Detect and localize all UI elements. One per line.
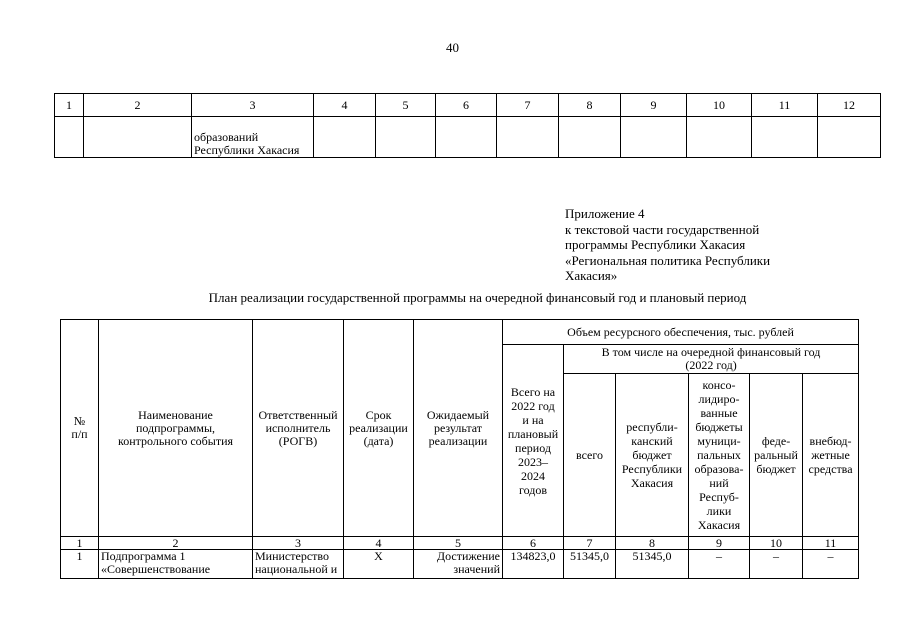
consolidated-value: – xyxy=(689,550,750,579)
header-total xyxy=(503,345,564,537)
cell-line: национальной и xyxy=(255,562,338,576)
cell-line: 2022 год xyxy=(511,398,555,413)
column-number: 10 xyxy=(687,94,752,117)
header-consolidated-budgets xyxy=(689,374,750,537)
continuation-table xyxy=(54,93,881,158)
table-cell xyxy=(84,117,192,158)
column-number: 3 xyxy=(192,94,314,117)
cell-line: плановый xyxy=(507,426,559,441)
cell-line: Срок xyxy=(365,407,392,422)
table-cell xyxy=(687,117,752,158)
cell-line: исполнитель xyxy=(265,420,331,435)
column-number: 2 xyxy=(99,537,253,550)
row-number: 1 xyxy=(61,550,99,579)
cell-line: Респуб- xyxy=(699,490,739,504)
page-number: 40 xyxy=(446,40,459,55)
cell-line: феде- xyxy=(761,434,791,448)
cell-line: и на xyxy=(522,412,544,427)
cell-line: «Совершенствование xyxy=(101,562,211,576)
column-number: 7 xyxy=(497,94,559,117)
header-federal-budget xyxy=(750,374,803,537)
cell-line: (дата) xyxy=(363,433,394,448)
table-cell xyxy=(752,117,818,158)
table-cell xyxy=(497,117,559,158)
cell-line: бюджет xyxy=(756,462,796,476)
total-value: 134823,0 xyxy=(503,550,564,579)
cell-line: реализации xyxy=(349,420,408,435)
cell-line: лики xyxy=(706,504,732,518)
table-cell xyxy=(559,117,621,158)
header-extrabudgetary xyxy=(803,374,859,537)
column-number: 9 xyxy=(689,537,750,550)
column-number: 9 xyxy=(621,94,687,117)
cell-line: реализации xyxy=(428,433,488,448)
cell-line: пальных xyxy=(697,448,741,462)
header-number xyxy=(61,320,99,537)
cell-line: муници- xyxy=(697,434,741,448)
executor xyxy=(253,550,344,579)
header-executor xyxy=(253,320,344,537)
cell-line: Хакасия xyxy=(630,476,674,490)
column-number: 4 xyxy=(314,94,376,117)
column-number: 6 xyxy=(503,537,564,550)
column-number: 11 xyxy=(803,537,859,550)
result xyxy=(414,550,503,579)
column-number: 8 xyxy=(559,94,621,117)
column-number: 11 xyxy=(752,94,818,117)
table-cell xyxy=(621,117,687,158)
table-cell xyxy=(192,117,314,158)
table-cell xyxy=(436,117,497,158)
column-number: 7 xyxy=(564,537,616,550)
cell-line: ральный xyxy=(754,448,798,462)
cell-line: результат xyxy=(433,420,483,435)
cell-line: образова- xyxy=(694,462,744,476)
cell-line: Ответственный xyxy=(258,407,338,422)
cell-line: ванные xyxy=(700,406,738,420)
header-row xyxy=(61,320,859,345)
cell-line: Наименование xyxy=(138,407,213,422)
table-cell xyxy=(55,117,84,158)
cell-line: годов xyxy=(518,482,548,497)
cell-line: Республики Хакасия xyxy=(194,143,300,157)
appendix-line: программы Республики Хакасия xyxy=(565,237,746,252)
column-number: 1 xyxy=(61,537,99,550)
all-value: 51345,0 xyxy=(564,550,616,579)
cell-line: лидиро- xyxy=(698,392,740,406)
table-row xyxy=(55,117,881,158)
cell-line: внебюд- xyxy=(809,434,852,448)
column-number: 5 xyxy=(414,537,503,550)
cell-line: № xyxy=(73,414,86,428)
cell-line: средства xyxy=(808,462,853,476)
cell-line: бюджеты xyxy=(695,420,743,434)
cell-line: Хакасия xyxy=(697,518,741,532)
subprogram-name xyxy=(99,550,253,579)
cell-line: республи- xyxy=(626,420,678,434)
cell-line: жетные xyxy=(811,448,850,462)
column-number: 10 xyxy=(750,537,803,550)
header-name xyxy=(99,320,253,537)
header-including xyxy=(564,345,859,374)
cell-line: контрольного события xyxy=(117,433,234,448)
column-number: 3 xyxy=(253,537,344,550)
appendix-line: Приложение 4 xyxy=(565,206,645,221)
column-number: 2 xyxy=(84,94,192,117)
cell-line: образований xyxy=(194,130,259,144)
plan-title: План реализации государственной программы на очередной финансовый год и плановый период xyxy=(208,290,747,305)
header-all: всего xyxy=(564,374,616,537)
column-numbers-row xyxy=(61,537,859,550)
table-row xyxy=(61,550,859,579)
appendix-note xyxy=(565,206,805,284)
extrabudgetary-value: – xyxy=(803,550,859,579)
cell-line: консо- xyxy=(702,378,736,392)
appendix-line: к текстовой части государственной xyxy=(565,221,760,237)
header-republican-budget xyxy=(616,374,689,537)
column-number: 8 xyxy=(616,537,689,550)
table-cell xyxy=(818,117,881,158)
cell-line: ний xyxy=(709,476,729,490)
cell-line: Достижение xyxy=(436,549,500,563)
cell-line: 2024 xyxy=(521,468,545,483)
header-volume: Объем ресурсного обеспечения, тыс. рублей xyxy=(503,320,859,345)
table-cell xyxy=(314,117,376,158)
column-number: 1 xyxy=(55,94,84,117)
cell-line: подпрограммы, xyxy=(135,420,216,435)
column-number: 5 xyxy=(376,94,436,117)
cell-line: канский xyxy=(631,434,673,448)
cell-line: Всего на xyxy=(510,384,556,399)
cell-line: 2023– xyxy=(518,454,548,469)
plan-table xyxy=(60,319,859,579)
header-result xyxy=(414,320,503,537)
column-number: 4 xyxy=(344,537,414,550)
appendix-line: «Региональная политика Республики xyxy=(565,252,771,268)
cell-line: период xyxy=(515,440,551,455)
header-term xyxy=(344,320,414,537)
appendix-line: Хакасия» xyxy=(565,268,618,283)
column-number: 12 xyxy=(818,94,881,117)
cell-line: Подпрограмма 1 xyxy=(101,549,186,563)
cell-line: (2022 год) xyxy=(685,358,737,372)
cell-line: Ожидаемый xyxy=(426,407,490,422)
cell-line: значений xyxy=(453,562,500,576)
column-number: 6 xyxy=(436,94,497,117)
federal-value: – xyxy=(750,550,803,579)
table-cell xyxy=(376,117,436,158)
republican-value: 51345,0 xyxy=(616,550,689,579)
cell-line: бюджет xyxy=(632,448,672,462)
term: Х xyxy=(344,550,414,579)
cell-line: п/п xyxy=(71,427,88,441)
cell-line: Министерство xyxy=(255,549,329,563)
cell-line: Республики xyxy=(621,462,683,476)
cell-line: В том числе на очередной финансовый год xyxy=(601,345,821,359)
table-header-row xyxy=(55,94,881,117)
cell-line: (РОГВ) xyxy=(278,433,318,448)
